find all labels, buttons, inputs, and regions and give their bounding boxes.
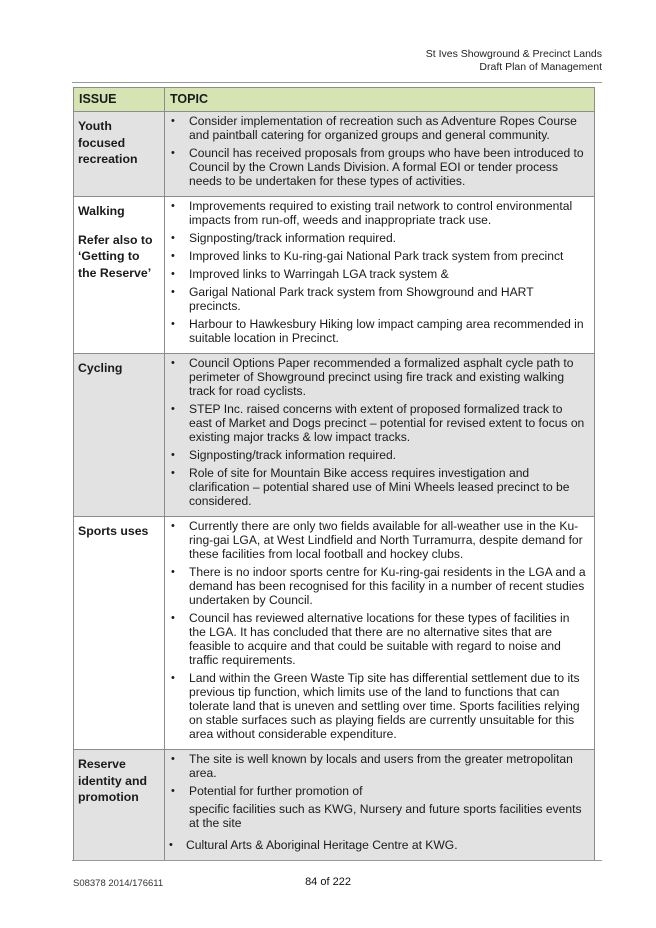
topic-cell [165, 354, 595, 517]
topic-cell [165, 197, 595, 354]
list-item: • Land within the Green Waste Tip site has differential settlement due to its previous tip function, which limits use of the land to functions that can tolerate land that is uneven and settling over time. Sports facilities relying on stable surfaces such as playing fields are currently unsuitable for this area without considerable expenditure. [171, 671, 580, 741]
bullet-icon: • [171, 268, 175, 280]
list-item-continuation: specific facilities such as KWG, Nursery and future sports facilities events at the site [189, 802, 582, 830]
list-item: • Role of site for Mountain Bike access requires investigation and clarification – potential shared use of Mini Wheels leased precinct to be considered. [171, 466, 570, 508]
bullet-icon: • [171, 449, 175, 461]
table-row [74, 517, 595, 750]
table-row [74, 197, 595, 354]
list-item: • Improved links to Warringah LGA track system & [171, 267, 449, 281]
bullet-icon: • [169, 839, 173, 851]
table-header-row [74, 88, 595, 112]
bullet-icon: • [171, 250, 175, 262]
list-item: • Harbour to Hawkesbury Hiking low impact camping area recommended in suitable location in Precinct. [171, 317, 584, 345]
issue-cell: Youth focused recreation [74, 112, 165, 197]
column-header-issue: ISSUE [74, 88, 165, 112]
table-row [74, 750, 595, 861]
bullet-icon: • [171, 357, 175, 369]
issues-table [73, 87, 595, 861]
table-row [74, 354, 595, 517]
list-item: • STEP Inc. raised concerns with extent of proposed formalized track to east of Market and Dogs precinct – potential for revised extent to focus on existing major tracks & low impact tracks. [171, 402, 585, 444]
bullet-icon: • [171, 753, 175, 765]
list-item: • Cultural Arts & Aboriginal Heritage Centre at KWG. [169, 838, 458, 852]
list-item: • There is no indoor sports centre for Ku-ring-gai residents in the LGA and a demand has been recognised for this facility in a number of recent studies undertaken by Council. [171, 565, 586, 607]
list-item: • Garigal National Park track system from Showground and HART precincts. [171, 285, 534, 313]
list-item: • Council Options Paper recommended a formalized asphalt cycle path to perimeter of Showground precinct using fire track and existing walking track for road cyclists. [171, 356, 574, 398]
bullet-icon: • [171, 115, 175, 127]
table-row [74, 112, 595, 197]
list-item: • Currently there are only two fields available for all-weather use in the Ku-ring-gai LGA, at West Lindfield and North Turramurra, despite demand for these facilities from local football and hockey clubs. [171, 519, 583, 561]
issue-cell: Reserve identity and promotion [74, 750, 165, 861]
issue-cell [74, 197, 165, 354]
list-item: • Improvements required to existing trail network to control environmental impacts from run-off, weeds and inappropriate track use. [171, 199, 573, 227]
footer-rule [72, 860, 602, 861]
list-item: • Improved links to Ku-ring-gai National Park track system from precinct [171, 249, 564, 263]
header-subtitle: Draft Plan of Management [479, 61, 602, 73]
list-item: • Council has reviewed alternative locations for these types of facilities in the LGA. It has concluded that there are no alternative sites that are feasible to acquire and that could be suitable with regard to noise and traffic requirements. [171, 611, 570, 667]
issue-cell: Cycling [74, 354, 165, 517]
bullet-icon: • [171, 232, 175, 244]
bullet-icon: • [171, 785, 175, 797]
header-rule [72, 82, 602, 83]
topic-cell [165, 750, 595, 861]
list-item: • Signposting/track information required. [171, 231, 397, 245]
bullet-icon: • [171, 520, 175, 532]
list-item: • Potential for further promotion of [171, 784, 363, 798]
issue-note: Refer also to ‘Getting to the Reserve’ [78, 232, 153, 280]
bullet-icon: • [171, 672, 175, 684]
bullet-icon: • [171, 566, 175, 578]
list-item: • The site is well known by locals and users from the greater metropolitan area. [171, 752, 573, 780]
list-item: • Council has received proposals from groups who have been introduced to Council by the Crown Lands Division. A formal EOI or tender process needs to be undertaken for these types of activities. [171, 146, 584, 188]
document-reference: S08378 2014/176611 [73, 878, 164, 889]
column-header-topic: TOPIC [165, 88, 595, 112]
bullet-icon: • [171, 286, 175, 298]
bullet-icon: • [171, 200, 175, 212]
bullet-icon: • [171, 318, 175, 330]
list-item: • Consider implementation of recreation such as Adventure Ropes Course and paintball catering for organized groups and general community. [171, 114, 577, 142]
list-item: • Signposting/track information required. [171, 448, 397, 462]
issue-title: Walking [78, 204, 125, 218]
issue-cell: Sports uses [74, 517, 165, 750]
header-title: St Ives Showground & Precinct Lands [425, 48, 602, 60]
page-number: 84 of 222 [305, 876, 351, 888]
bullet-icon: • [171, 403, 175, 415]
topic-cell [165, 517, 595, 750]
bullet-icon: • [171, 147, 175, 159]
bullet-icon: • [171, 612, 175, 624]
topic-cell [165, 112, 595, 197]
document-header [426, 48, 602, 74]
bullet-icon: • [171, 467, 175, 479]
